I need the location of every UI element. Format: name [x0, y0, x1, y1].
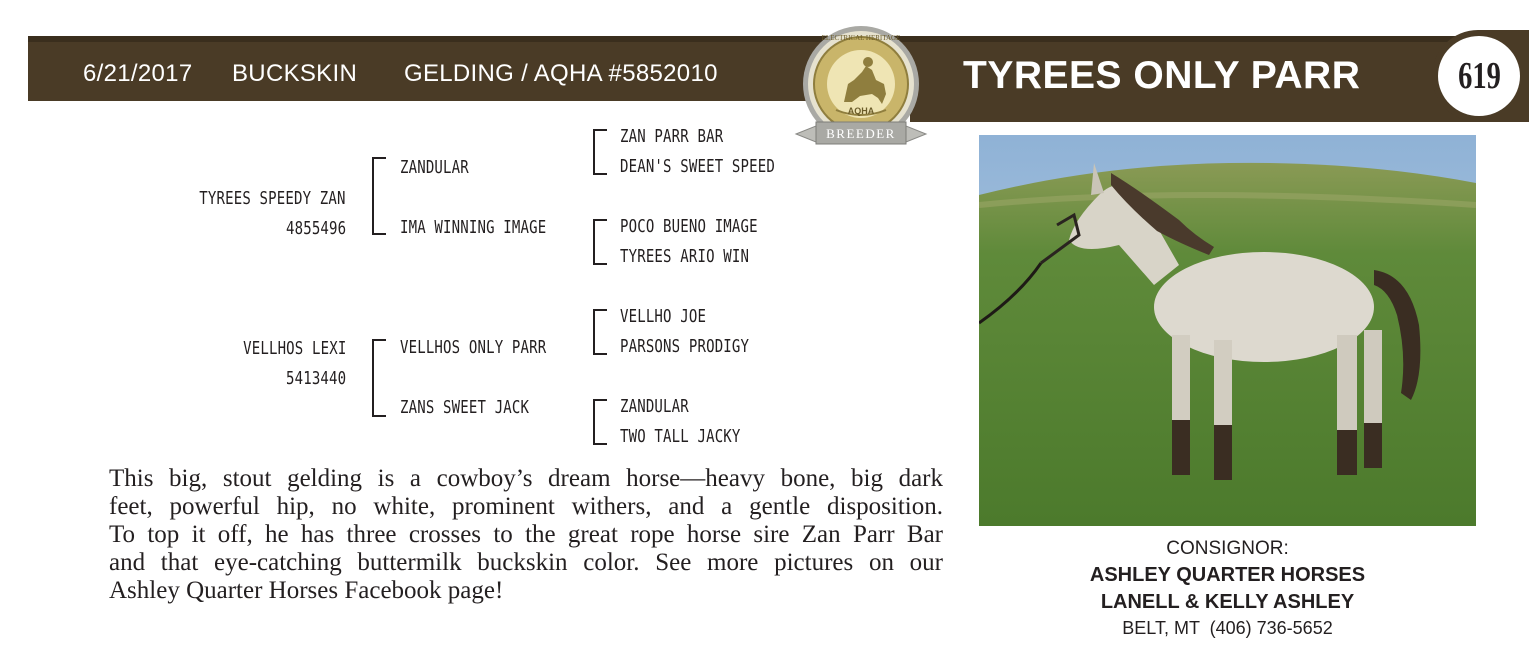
- ss-bracket: [593, 129, 607, 175]
- sire-name: TYREES SPEEDY ZAN: [199, 188, 346, 209]
- ds-bracket: [593, 309, 607, 355]
- sire-registration: 4855496: [285, 218, 346, 239]
- description-line: feet, powerful hip, no white, prominent withers, and a gentle disposition.: [109, 493, 943, 520]
- ds-sire: VELLHO JOE: [620, 306, 707, 327]
- description-line: This big, stout gelding is a cowboy’s dream horse—heavy bone, big dark: [109, 465, 943, 492]
- foaling-date: 6/21/2017: [83, 60, 193, 87]
- sire-bracket: [372, 157, 386, 235]
- dam-sire: VELLHOS ONLY PARR: [400, 337, 547, 358]
- dam-registration: 5413440: [285, 368, 346, 389]
- dam-name: VELLHOS LEXI: [242, 338, 346, 359]
- aqha-breeder-badge-icon: [792, 22, 930, 162]
- consignor-label: CONSIGNOR:: [1166, 538, 1289, 559]
- sd-sire: POCO BUENO IMAGE: [620, 216, 758, 237]
- sire-dam: IMA WINNING IMAGE: [400, 217, 547, 238]
- description-line: and that eye-catching buttermilk buckskin color. See more pictures on our: [109, 549, 943, 576]
- badge-top-text: ELECTRICAL HERITAGE: [821, 34, 901, 42]
- horse-color: BUCKSKIN: [232, 60, 358, 87]
- ss-sire: ZAN PARR BAR: [620, 126, 724, 147]
- lot-number-circle: [1438, 36, 1520, 116]
- ds-dam: PARSONS PRODIGY: [620, 336, 750, 357]
- dam-bracket: [372, 339, 386, 417]
- sex-registration: GELDING / AQHA #5852010: [404, 60, 718, 87]
- badge-aqha-text: AQHA: [847, 106, 875, 116]
- consignor-name: ASHLEY QUARTER HORSES: [1089, 564, 1366, 586]
- dd-sire: ZANDULAR: [620, 396, 689, 417]
- dd-dam: TWO TALL JACKY: [620, 426, 741, 447]
- description-line: To top it off, he has three crosses to the great rope horse sire Zan Parr Bar: [109, 521, 943, 548]
- lot-number: 619: [1457, 55, 1501, 97]
- ss-dam: DEAN'S SWEET SPEED: [620, 156, 775, 177]
- sire-sire: ZANDULAR: [400, 157, 469, 178]
- horse-photo: [979, 135, 1476, 526]
- header-extension: [910, 101, 1522, 122]
- sd-dam: TYREES ARIO WIN: [620, 246, 750, 267]
- dam-dam: ZANS SWEET JACK: [400, 397, 530, 418]
- dd-bracket: [593, 399, 607, 445]
- horse-name-title: TYREES ONLY PARR: [963, 54, 1361, 97]
- sd-bracket: [593, 219, 607, 265]
- description-line: Ashley Quarter Horses Facebook page!: [109, 577, 504, 604]
- consignor-people: LANELL & KELLY ASHLEY: [1100, 591, 1355, 613]
- header-strip: [28, 36, 1522, 42]
- badge-breeder-text: BREEDER: [826, 126, 896, 141]
- consignor-location-phone: BELT, MT (406) 736-5652: [1122, 618, 1333, 638]
- horse-description: [109, 465, 943, 605]
